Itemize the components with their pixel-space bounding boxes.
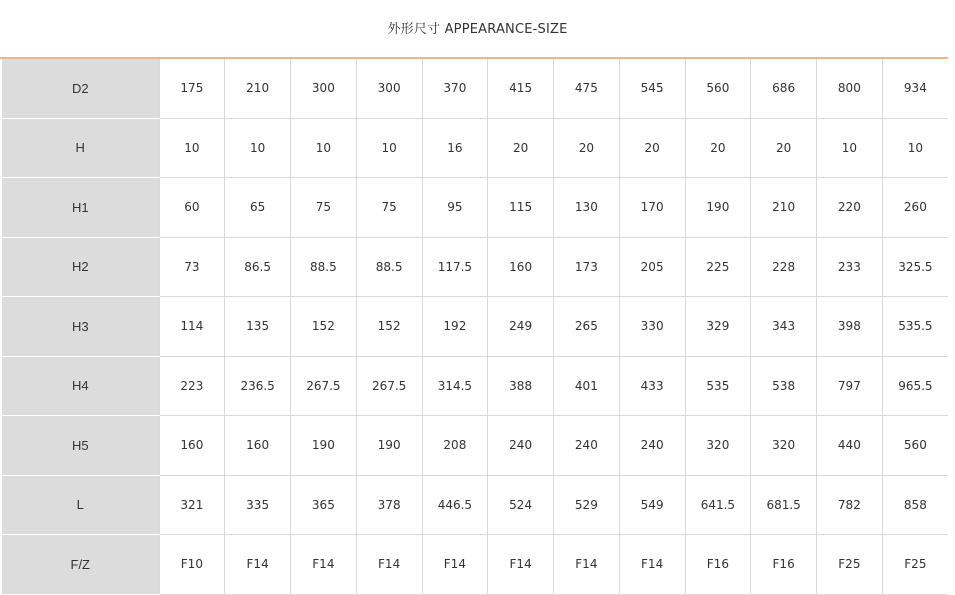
table-cell: 95 — [422, 178, 488, 238]
table-cell: 330 — [619, 297, 685, 357]
table-cell: 223 — [159, 356, 225, 416]
table-cell: 228 — [751, 237, 817, 297]
table-cell: 265 — [554, 297, 620, 357]
table-cell: 240 — [554, 416, 620, 476]
table-cell: 20 — [685, 118, 751, 178]
table-cell: 321 — [159, 475, 225, 535]
table-cell: 225 — [685, 237, 751, 297]
table-cell: 190 — [685, 178, 751, 238]
table-cell: 535.5 — [882, 297, 948, 357]
table-cell: 433 — [619, 356, 685, 416]
row-label: H5 — [2, 416, 159, 476]
table-cell: 320 — [751, 416, 817, 476]
table-cell: 782 — [817, 475, 883, 535]
table-cell: 175 — [159, 59, 225, 118]
table-cell: 220 — [817, 178, 883, 238]
table-cell: 240 — [619, 416, 685, 476]
table-cell: 329 — [685, 297, 751, 357]
table-cell: F14 — [488, 535, 554, 595]
table-cell: F10 — [159, 535, 225, 595]
table-cell: F14 — [619, 535, 685, 595]
table-cell: 560 — [882, 416, 948, 476]
row-label: H — [2, 118, 159, 178]
table-cell: 208 — [422, 416, 488, 476]
row-label: H1 — [2, 178, 159, 238]
table-cell: 205 — [619, 237, 685, 297]
table-cell: 160 — [159, 416, 225, 476]
table-cell: 65 — [225, 178, 291, 238]
table-cell: F14 — [422, 535, 488, 595]
table-cell: 210 — [225, 59, 291, 118]
table-cell: 800 — [817, 59, 883, 118]
table-cell: 190 — [356, 416, 422, 476]
table-cell: 20 — [619, 118, 685, 178]
row-label: H4 — [2, 356, 159, 416]
appearance-size-table — [2, 59, 948, 595]
table-row — [2, 178, 948, 238]
row-label: H3 — [2, 297, 159, 357]
table-cell: 529 — [554, 475, 620, 535]
table-cell: 314.5 — [422, 356, 488, 416]
table-cell: 260 — [882, 178, 948, 238]
table-cell: 60 — [159, 178, 225, 238]
table-cell: 130 — [554, 178, 620, 238]
table-cell: F14 — [356, 535, 422, 595]
table-cell: 681.5 — [751, 475, 817, 535]
table-cell: 300 — [291, 59, 357, 118]
table-cell: 440 — [817, 416, 883, 476]
table-cell: 370 — [422, 59, 488, 118]
table-cell: 300 — [356, 59, 422, 118]
table-cell: 549 — [619, 475, 685, 535]
table-row — [2, 297, 948, 357]
table-cell: 20 — [488, 118, 554, 178]
table-cell: F25 — [817, 535, 883, 595]
table-cell: 858 — [882, 475, 948, 535]
table-cell: 135 — [225, 297, 291, 357]
table-cell: 86.5 — [225, 237, 291, 297]
table-cell: 267.5 — [356, 356, 422, 416]
table-cell: 378 — [356, 475, 422, 535]
table-cell: 415 — [488, 59, 554, 118]
table-cell: 965.5 — [882, 356, 948, 416]
table-cell: 170 — [619, 178, 685, 238]
table-cell: F14 — [291, 535, 357, 595]
table-cell: F14 — [225, 535, 291, 595]
table-cell: 192 — [422, 297, 488, 357]
table-cell: 641.5 — [685, 475, 751, 535]
table-cell: 535 — [685, 356, 751, 416]
table-cell: 117.5 — [422, 237, 488, 297]
page-title: 外形尺寸 APPEARANCE-SIZE — [387, 22, 568, 37]
table-row — [2, 237, 948, 297]
table-cell: 10 — [356, 118, 422, 178]
table-cell: 210 — [751, 178, 817, 238]
table-cell: 115 — [488, 178, 554, 238]
table-row — [2, 59, 948, 118]
table-cell: 343 — [751, 297, 817, 357]
table-cell: 88.5 — [356, 237, 422, 297]
table-body — [2, 59, 948, 594]
row-label: L — [2, 475, 159, 535]
table-cell: 545 — [619, 59, 685, 118]
table-cell: 398 — [817, 297, 883, 357]
table-cell: 325.5 — [882, 237, 948, 297]
table-row — [2, 535, 948, 595]
table-cell: 75 — [291, 178, 357, 238]
row-label: D2 — [2, 59, 159, 118]
table-cell: 236.5 — [225, 356, 291, 416]
table-row — [2, 416, 948, 476]
table-cell: F25 — [882, 535, 948, 595]
table-cell: 240 — [488, 416, 554, 476]
table-cell: 160 — [225, 416, 291, 476]
table-cell: 267.5 — [291, 356, 357, 416]
table-cell: 446.5 — [422, 475, 488, 535]
table-cell: 797 — [817, 356, 883, 416]
table-cell: 365 — [291, 475, 357, 535]
table-cell: 160 — [488, 237, 554, 297]
table-cell: 73 — [159, 237, 225, 297]
table-cell: 114 — [159, 297, 225, 357]
table-cell: 190 — [291, 416, 357, 476]
table-cell: 335 — [225, 475, 291, 535]
table-cell: 75 — [356, 178, 422, 238]
table-row — [2, 475, 948, 535]
table-cell: F14 — [554, 535, 620, 595]
table-cell: 152 — [356, 297, 422, 357]
table-cell: 388 — [488, 356, 554, 416]
table-cell: 152 — [291, 297, 357, 357]
table-cell: 10 — [817, 118, 883, 178]
table-cell: 10 — [159, 118, 225, 178]
row-label: F/Z — [2, 535, 159, 595]
table-cell: 934 — [882, 59, 948, 118]
table-cell: F16 — [751, 535, 817, 595]
table-cell: 173 — [554, 237, 620, 297]
table-cell: 10 — [882, 118, 948, 178]
table-cell: 560 — [685, 59, 751, 118]
table-cell: 20 — [751, 118, 817, 178]
table-cell: 475 — [554, 59, 620, 118]
row-label: H2 — [2, 237, 159, 297]
table-cell: 88.5 — [291, 237, 357, 297]
table-cell: 233 — [817, 237, 883, 297]
table-cell: 686 — [751, 59, 817, 118]
table-cell: 524 — [488, 475, 554, 535]
table-cell: 538 — [751, 356, 817, 416]
table-row — [2, 356, 948, 416]
table-cell: 16 — [422, 118, 488, 178]
table-cell: 10 — [225, 118, 291, 178]
table-cell: 401 — [554, 356, 620, 416]
table-row — [2, 118, 948, 178]
table-cell: 320 — [685, 416, 751, 476]
table-cell: 10 — [291, 118, 357, 178]
table-cell: 20 — [554, 118, 620, 178]
table-cell: 249 — [488, 297, 554, 357]
table-cell: F16 — [685, 535, 751, 595]
